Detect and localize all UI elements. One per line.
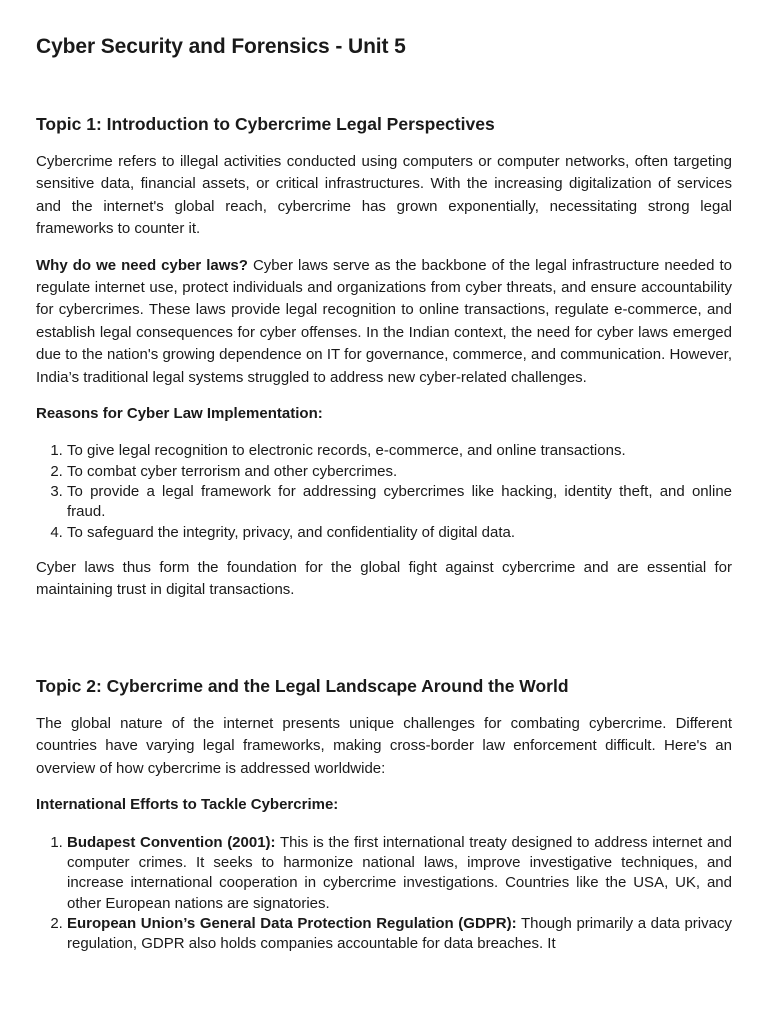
why-cyber-laws-paragraph (36, 255, 732, 389)
list-item: 3. To provide a legal framework for addressing cybercrimes like hacking, identity theft, and online fraud. (67, 482, 732, 523)
topic-2-section (36, 676, 732, 968)
list-item: 4. To safeguard the integrity, privacy, and confidentiality of digital data. (67, 523, 732, 543)
reasons-heading: Reasons for Cyber Law Implementation: (36, 405, 323, 423)
reasons-list (36, 441, 732, 542)
document-title: Cyber Security and Forensics - Unit 5 (36, 35, 406, 58)
list-item-text: Though primarily a data privacy regulation, GDPR also holds companies accountable for data breaches. It (67, 914, 732, 953)
list-item (67, 914, 732, 955)
why-cyber-laws-text: Cyber laws serve as the backbone of the legal infrastructure needed to regulate internet use, protect individuals and organizations from cyber threats, and ensure accountability for cybercrimes. These laws provide legal recognition to online transactions, regulate e-commerce, and establish legal consequences for cyber offenses. In the Indian context, the need for cyber laws emerged due to the nation's growing dependence on IT for governance, commerce, and communication. However, India’s traditional legal systems struggled to address new cyber-related challenges. (36, 256, 732, 386)
topic-1-intro-paragraph: Cybercrime refers to illegal activities conducted using computers or computer networks, often targeting sensitive data, financial assets, or critical infrastructures. With the increasing digitalization of services and the internet's global reach, cybercrime has grown exponentially, necessitating strong legal frameworks to counter it. (36, 153, 732, 238)
list-item-text: This is the first international treaty designed to address internet and computer crimes. It seeks to harmonize national laws, improve investigative techniques, and increase international cooperation in cybercrime investigations. Countries like the USA, UK, and other European nations are signatories. (67, 833, 732, 912)
international-efforts-list (36, 833, 732, 955)
list-item: 2. To combat cyber terrorism and other cybercrimes. (67, 462, 732, 482)
list-item: 1. To give legal recognition to electronic records, e-commerce, and online transactions. (67, 441, 732, 461)
topic-1-heading: Topic 1: Introduction to Cybercrime Legal Perspectives (36, 114, 495, 134)
topic-1-section (36, 114, 732, 616)
topic-1-conclusion-paragraph: Cyber laws thus form the foundation for the global fight against cybercrime and are essential for maintaining trust in digital transactions. (36, 558, 732, 599)
list-item-lead: Budapest Convention (2001): (67, 833, 276, 851)
why-cyber-laws-lead: Why do we need cyber laws? (36, 256, 248, 274)
list-item (67, 833, 732, 914)
international-efforts-heading: International Efforts to Tackle Cybercrime: (36, 796, 339, 814)
topic-2-intro-paragraph: The global nature of the internet presents unique challenges for combating cybercrime. Different countries have varying legal frameworks, making cross-border law enforcement difficult. Here's an overview of how cybercrime is addressed worldwide: (36, 715, 732, 777)
topic-2-heading: Topic 2: Cybercrime and the Legal Landscape Around the World (36, 676, 569, 696)
list-item-lead: European Union’s General Data Protection Regulation (GDPR): (67, 914, 517, 932)
